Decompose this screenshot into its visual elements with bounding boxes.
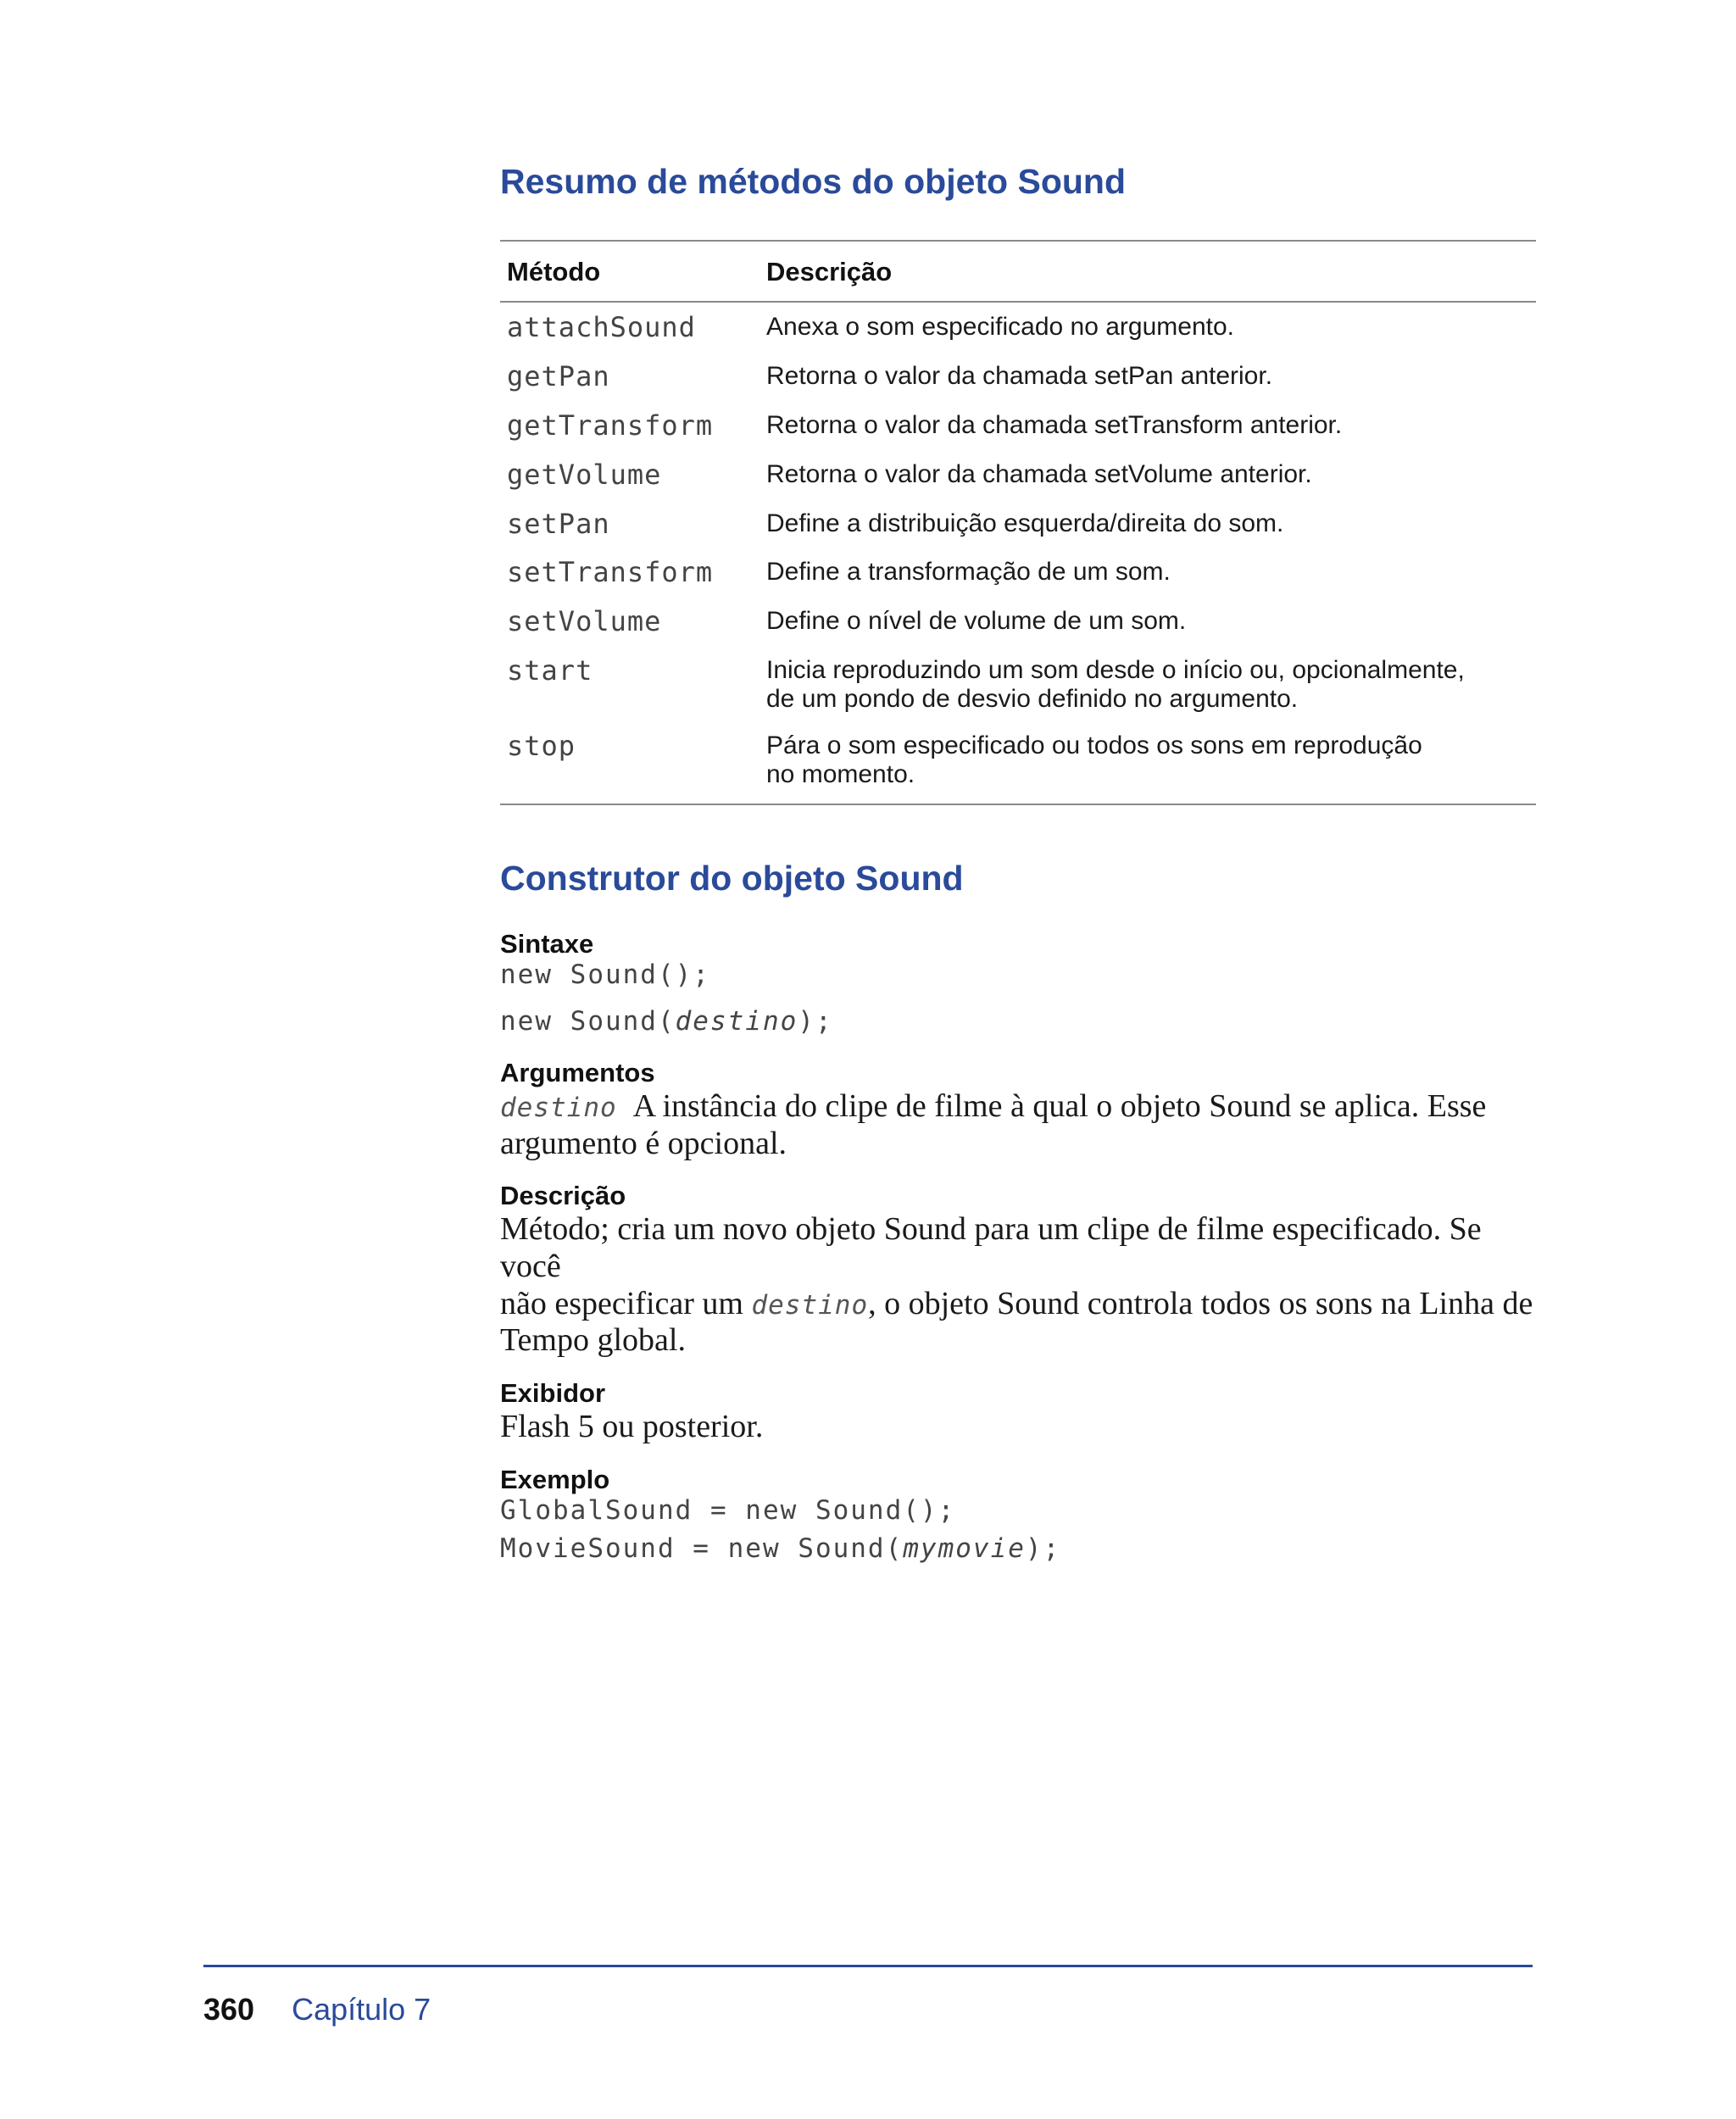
methods-table-header-row (500, 241, 1536, 302)
syntax-line: new Sound(); (500, 959, 710, 990)
method-description: Define a transformação de um som. (766, 558, 1171, 587)
method-description-line: no momento. (766, 759, 915, 788)
method-name: start (507, 653, 593, 687)
description-line: , o objeto Sound controla todos os sons na Linha de (868, 1285, 1533, 1321)
description-line: Método; cria um novo objeto Sound para um clipe de filme especificado. Se você (500, 1211, 1482, 1284)
code-text: new Sound( (500, 1005, 676, 1037)
description-line: Tempo global. (500, 1322, 686, 1359)
method-name: getTransform (507, 409, 714, 442)
argument-name: destino (500, 1092, 617, 1123)
method-description: Define o nível de volume de um som. (766, 607, 1187, 636)
arguments-text (500, 1088, 1536, 1162)
table-row (500, 452, 1536, 501)
page-content (500, 161, 1536, 1565)
page-footer (203, 1992, 431, 2027)
table-row (500, 501, 1536, 550)
footer-rule (203, 1965, 1533, 1967)
code-text: MovieSound = new Sound( (500, 1532, 904, 1564)
player-block (500, 1378, 1536, 1446)
example-code-line: GlobalSound = new Sound(); (500, 1494, 956, 1526)
table-row (500, 302, 1536, 353)
code-argument: destino (675, 1005, 798, 1037)
example-heading: Exemplo (500, 1464, 610, 1494)
table-row (500, 403, 1536, 452)
method-name: attachSound (507, 311, 696, 344)
page-number: 360 (203, 1992, 255, 2027)
method-description-line: de um pondo de desvio definido no argumento. (766, 684, 1299, 713)
description-line: não especificar um (500, 1285, 752, 1321)
method-description (760, 648, 1536, 723)
argument-description: A instância do clipe de filme à qual o objeto Sound se aplica. Esse (632, 1087, 1487, 1124)
method-name: setVolume (507, 605, 662, 638)
description-text (500, 1211, 1536, 1360)
method-description-line: Pára o som especificado ou todos os sons em reprodução (766, 731, 1422, 760)
methods-table (500, 240, 1536, 805)
inline-code: destino (751, 1289, 869, 1321)
method-description-line: Inicia reproduzindo um som desde o início ou, opcionalmente, (766, 655, 1465, 684)
table-row (500, 648, 1536, 723)
description-heading: Descrição (500, 1181, 626, 1211)
constructor-title: Construtor do objeto Sound (500, 859, 964, 898)
column-header-description: Descrição (760, 241, 1536, 302)
column-header-method: Método (500, 241, 760, 302)
methods-summary-title: Resumo de métodos do objeto Sound (500, 162, 1126, 201)
code-argument: mymovie (903, 1532, 1026, 1564)
method-description (760, 723, 1536, 804)
description-block (500, 1181, 1536, 1360)
syntax-line (500, 1006, 1536, 1037)
method-name: stop (507, 730, 576, 763)
method-name: setTransform (507, 556, 714, 589)
table-row (500, 723, 1536, 804)
chapter-label: Capítulo 7 (292, 1992, 431, 2027)
argument-description-cont: argumento é opcional. (500, 1125, 787, 1161)
method-description: Anexa o som especificado no argumento. (766, 313, 1234, 342)
table-row (500, 353, 1536, 403)
arguments-block (500, 1058, 1536, 1162)
code-text: ); (798, 1005, 833, 1037)
player-text: Flash 5 ou posterior. (500, 1409, 764, 1445)
method-description: Define a distribuição esquerda/direita do som. (766, 509, 1284, 537)
player-heading: Exibidor (500, 1378, 606, 1409)
arguments-heading: Argumentos (500, 1057, 655, 1087)
method-name: getVolume (507, 458, 662, 491)
method-description: Retorna o valor da chamada setVolume anterior. (766, 459, 1312, 488)
method-description: Retorna o valor da chamada setTransform anterior. (766, 410, 1343, 439)
code-text: ); (1025, 1532, 1061, 1564)
example-code-line (500, 1533, 1536, 1565)
table-row (500, 549, 1536, 598)
syntax-block (500, 929, 1536, 1037)
method-name: getPan (507, 360, 610, 393)
syntax-heading: Sintaxe (500, 928, 594, 959)
constructor-section (500, 858, 1536, 1565)
method-description: Retorna o valor da chamada setPan anterior. (766, 362, 1273, 391)
example-block (500, 1465, 1536, 1565)
table-row (500, 598, 1536, 648)
method-name: setPan (507, 507, 610, 540)
